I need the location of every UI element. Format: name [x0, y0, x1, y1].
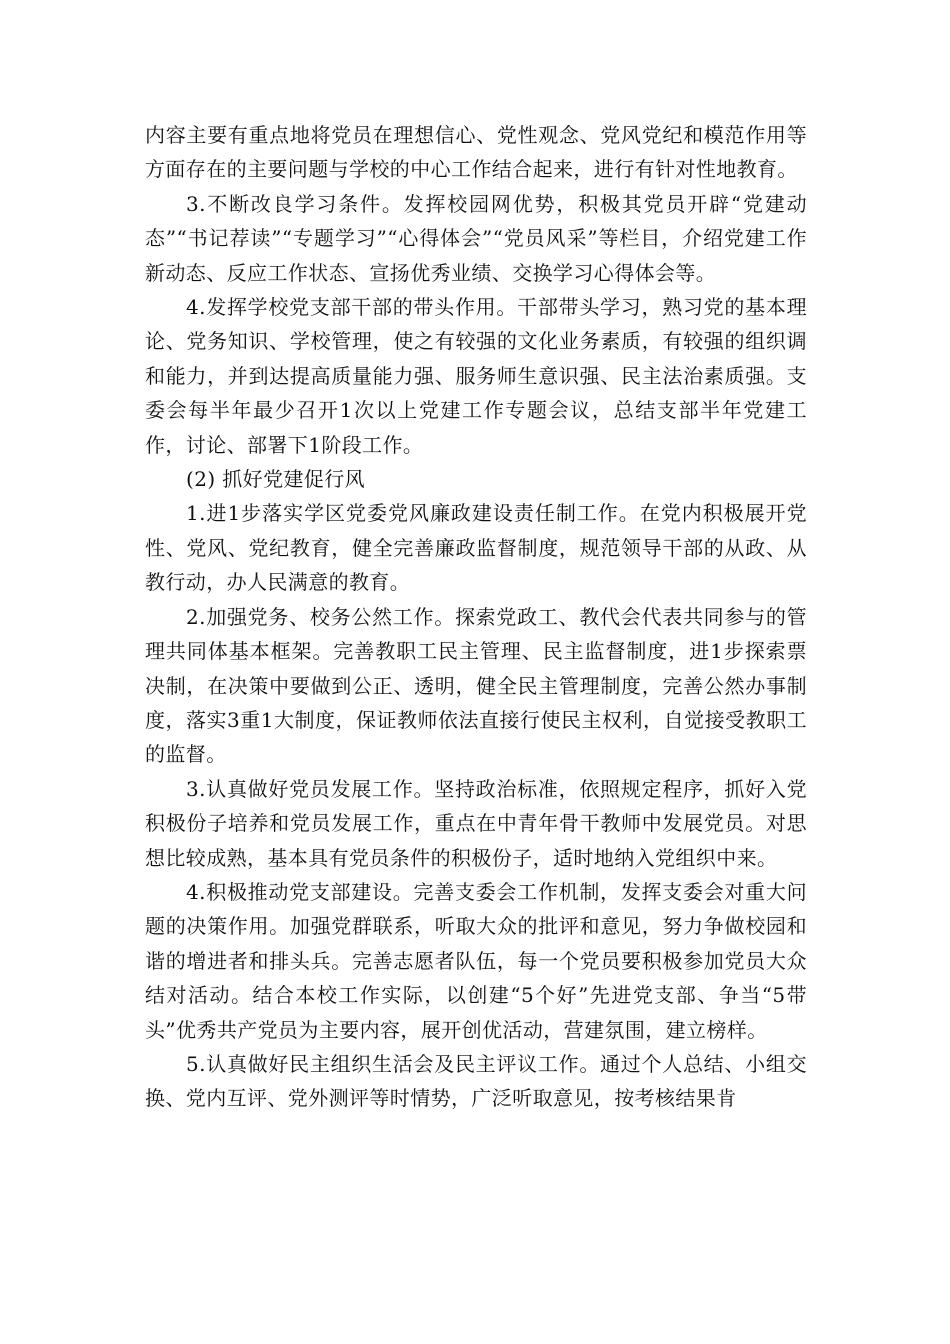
paragraph-3: 4.发挥学校党支部干部的带头作用。干部带头学习，熟习党的基本理论、党务知识、学校管理，使之有较强的文化业务素质，有较强的组织调和能力，并到达提高质量能力强、服务师生意识强、民主法治素质强。支委会每半年最少召开1次以上党建工作专题会议，总结支部半年党建工作，讨论、部署下1阶段工作。	[145, 295, 807, 457]
paragraph-2: 3.不断改良学习条件。发挥校园网优势，积极其党员开辟“党建动态”“书记荐读”“专题学习”“心得体会”“党员风采”等栏目，介绍党建工作新动态、反应工作状态、宣扬优秀业绩、交换学习心得体会等。	[145, 191, 807, 285]
paragraph-7: 4.积极推动党支部建设。完善支委会工作机制，发挥支委会对重大问题的决策作用。加强党群联系，听取大众的批评和意见，努力争做校园和谐的增进者和排头兵。完善志愿者队伍，每一个党员要积极参加党员大众结对活动。结合本校工作实际，以创建“5个好”先进党支部、争当“5带头”优秀共产党员为主要内容，展开创优活动，营建氛围，建立榜样。	[145, 879, 807, 1042]
paragraph-6: 3.认真做好党员发展工作。坚持政治标准，依照规定程序，抓好入党积极份子培养和党员发展工作，重点在中青年骨干教师中发展党员。对思想比较成熟，基本具有党员条件的积极份子，适时地纳入党组织中来。	[145, 776, 807, 870]
paragraph-8: 5.认真做好民主组织生活会及民主评议工作。通过个人总结、小组交换、党内互评、党外测评等时情势，广泛听取意见，按考核结果肯	[145, 1051, 807, 1111]
section-heading: (2) 抓好党建促行风	[186, 467, 366, 492]
paragraph-5: 2.加强党务、校务公然工作。探索党政工、教代会代表共同参与的管理共同体基本框架。完善教职工民主管理、民主监督制度，进1步探索票决制，在决策中要做到公正、透明，健全民主管理制度，完善公然办事制度，落实3重1大制度，保证教师依法直接行使民主权利，自觉接受教职工的监督。	[145, 604, 807, 767]
document-body	[145, 118, 807, 1116]
paragraph-4: 1.进1步落实学区党委党风廉政建设责任制工作。在党内积极展开党性、党风、党纪教育，健全完善廉政监督制度，规范领导干部的从政、从教行动，办人民满意的教育。	[145, 501, 807, 595]
paragraph-1: 内容主要有重点地将党员在理想信心、党性观念、党风党纪和模范作用等方面存在的主要问题与学校的中心工作结合起来，进行有针对性地教育。	[145, 123, 807, 182]
